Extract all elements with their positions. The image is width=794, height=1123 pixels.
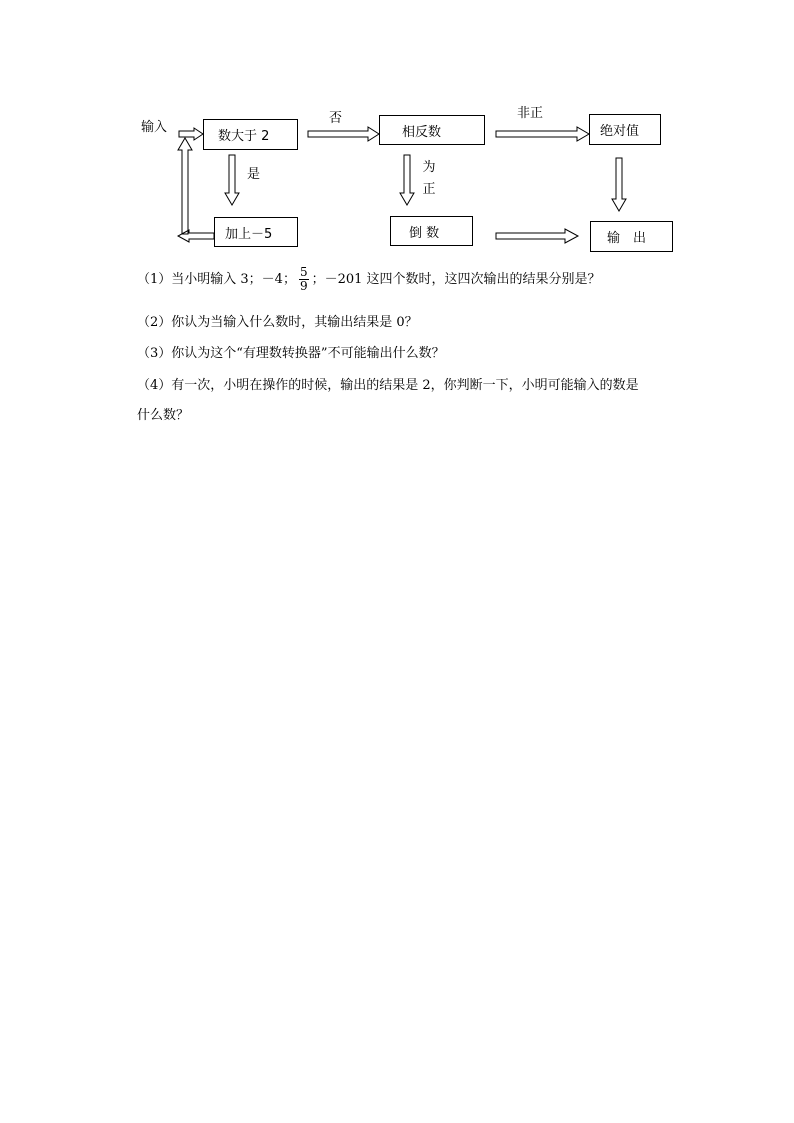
arrow-yes [225,155,239,205]
question-4-line-2: 什么数？ [137,408,190,423]
is-positive-label: 为 正 [422,160,436,197]
no-label: 否 [329,111,343,126]
arrow-is-positive [400,155,414,205]
arrow-loop-up [178,138,192,234]
flowchart-arrows [0,0,794,300]
box-absolute-value: 绝对值 [589,114,661,145]
box-greater-than-2: 数大于 2 [203,119,298,150]
box-opposite-number: 相反数 [379,115,485,145]
arrow-no [308,127,379,141]
question-4-line-1: （4）有一次，小明在操作的时候，输出的结果是 2，你判断一下，小明可能输入的数是 [137,378,639,393]
question-2: （2）你认为当输入什么数时，其输出结果是 0？ [137,315,418,330]
arrow-non-positive [496,127,589,141]
input-label: 输入 [141,120,168,135]
non-positive-label: 非正 [517,106,544,121]
box-reciprocal: 倒 数 [390,216,473,246]
box-add-negative-5: 加上－5 [214,217,298,247]
question-1: （1）当小明输入 3；－4； $\frac{5}{9}$ ；－201 这四个数时，这四次输出的结果分别是？ [137,265,601,293]
arrow-absolute-to-output [612,158,626,211]
box-output: 输 出 [590,221,673,252]
arrow-loop-left [178,230,214,242]
yes-label: 是 [247,167,261,182]
arrow-input [179,128,203,140]
arrow-reciprocal-to-output [496,229,578,243]
question-3: （3）你认为这个“有理数转换器”不可能输出什么数？ [137,346,445,361]
fraction-5-9: $\frac{5}{9}$ [299,265,308,293]
